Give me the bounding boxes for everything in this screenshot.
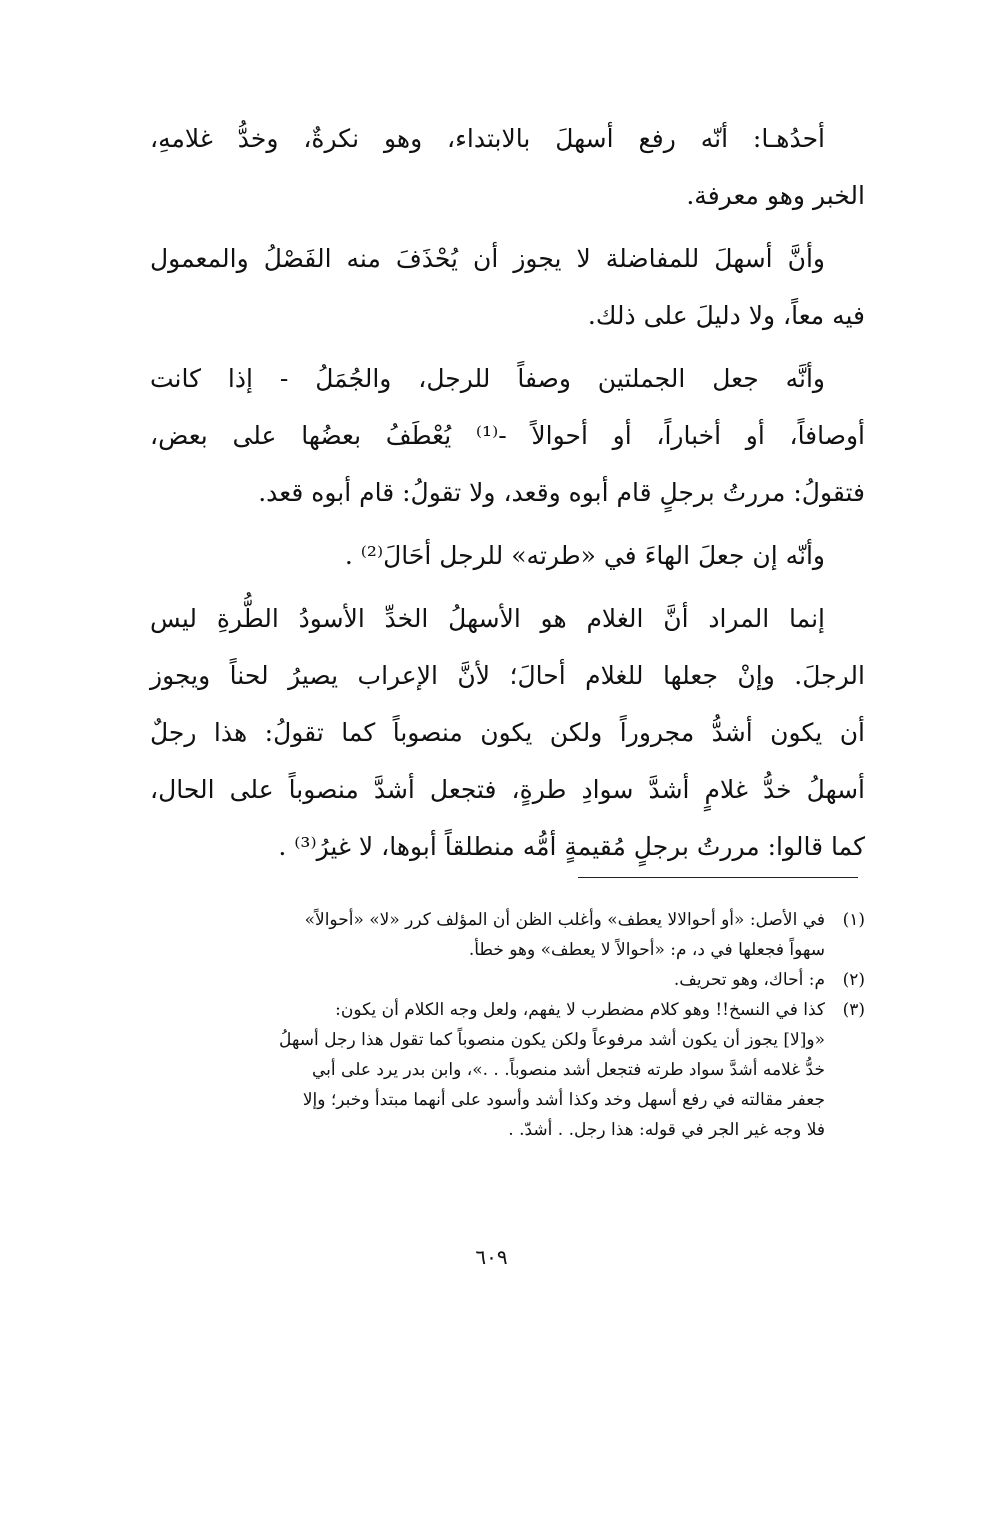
text-line: وأنَّه جعل الجملتين وصفاً للرجل، والجُمَلُ - إذا كانت — [150, 364, 825, 393]
text-line: وأنّه إن جعلَ الهاءَ في «طرته» للرجل أحَالَ⁽²⁾ . — [344, 541, 825, 570]
footnote-text — [150, 905, 825, 965]
text-line: أوصافاً، أو أخباراً، أو أحوالاً -⁽¹⁾ يُعْطَفُ بعضُها على بعض، — [150, 421, 866, 450]
text-line: الرجلَ. وإنْ جعلها للغلام أحالَ؛ لأنَّ الإعراب يصيرُ لحناً ويجوز — [150, 661, 865, 690]
footnote-line: م: أحاك، وهو تحريف. — [673, 970, 825, 990]
footnotes — [150, 905, 865, 1145]
text-line: أحدُهـا: أنّه رفع أسهلَ بالابتداء، وهو نكرةٌ، وخدُّ غلامهِ، — [150, 124, 825, 153]
footnote-number: (٣) — [842, 1000, 865, 1020]
footnote-line: جعفر مقالته في رفع أسهل وخد وكذا أشد وأسود على أنهما مبتدأ وخبر؛ وإلا — [302, 1090, 825, 1110]
footnote-2 — [150, 965, 865, 995]
footnote-line: في الأصل: «أو أحوالالا يعطف» وأغلب الظن أن المؤلف كرر «لا» «أحوالاً» — [304, 910, 825, 930]
paragraph-2 — [150, 230, 865, 344]
main-text — [150, 110, 865, 881]
footnote-line: كذا في النسخ!! وهو كلام مضطرب لا يفهم، ولعل وجه الكلام أن يكون: — [335, 1000, 825, 1020]
text-line: وأنَّ أسهلَ للمفاضلة لا يجوز أن يُحْذَفَ منه الفَصْلُ والمعمول — [150, 244, 825, 273]
footnote-line: خدُّ غلامه أشدَّ سواد طرته فتجعل أشد منصوباً. . .»، وابن بدر يرد على أبي — [312, 1060, 825, 1080]
text-line: فيه معاً، ولا دليلَ على ذلك. — [587, 301, 865, 330]
page-number: ٦٠٩ — [475, 1245, 508, 1269]
text-line: أسهلُ خدُّ غلامٍ أشدَّ سوادِ طرةٍ، فتجعل أشدَّ منصوباً على الحال، — [150, 775, 865, 804]
text-line: الخبر وهو معرفة. — [686, 181, 865, 210]
footnote-line: سهواً فجعلها في د، م: «أحوالاً لا يعطف» وهو خطأ. — [468, 940, 825, 960]
footnote-line: فلا وجه غير الجر في قوله: هذا رجل. . أشدّ. . — [508, 1120, 825, 1140]
text-line: أن يكون أشدُّ مجروراً ولكن يكون منصوباً كما تقولُ: هذا رجلٌ — [150, 718, 865, 747]
footnote-text — [150, 965, 825, 995]
footnote-line: «و[لا] يجوز أن يكون أشد مرفوعاً ولكن يكون منصوباً كما تقول هذا رجل أسهلُ — [279, 1030, 825, 1050]
paragraph-1 — [150, 110, 865, 224]
text-line: فتقولُ: مررتُ برجلٍ قام أبوه وقعد، ولا تقولُ: قام أبوه قعد. — [258, 478, 865, 507]
paragraph-5 — [150, 590, 865, 875]
footnote-3 — [150, 995, 865, 1145]
footnote-divider — [578, 877, 858, 878]
paragraph-3 — [150, 350, 865, 521]
footnote-1 — [150, 905, 865, 965]
paragraph-4 — [150, 527, 865, 584]
footnote-number: (١) — [842, 910, 865, 930]
text-line: كما قالوا: مررتُ برجلٍ مُقيمةٍ أمُّه منطلقاً أبوها، لا غيرُ⁽³⁾ . — [278, 832, 865, 861]
footnote-number: (٢) — [842, 970, 865, 990]
footnote-text — [150, 995, 825, 1145]
text-line: إنما المراد أنَّ الغلام هو الأسهلُ الخدِّ الأسودُ الطُّرةِ ليس — [150, 604, 825, 633]
